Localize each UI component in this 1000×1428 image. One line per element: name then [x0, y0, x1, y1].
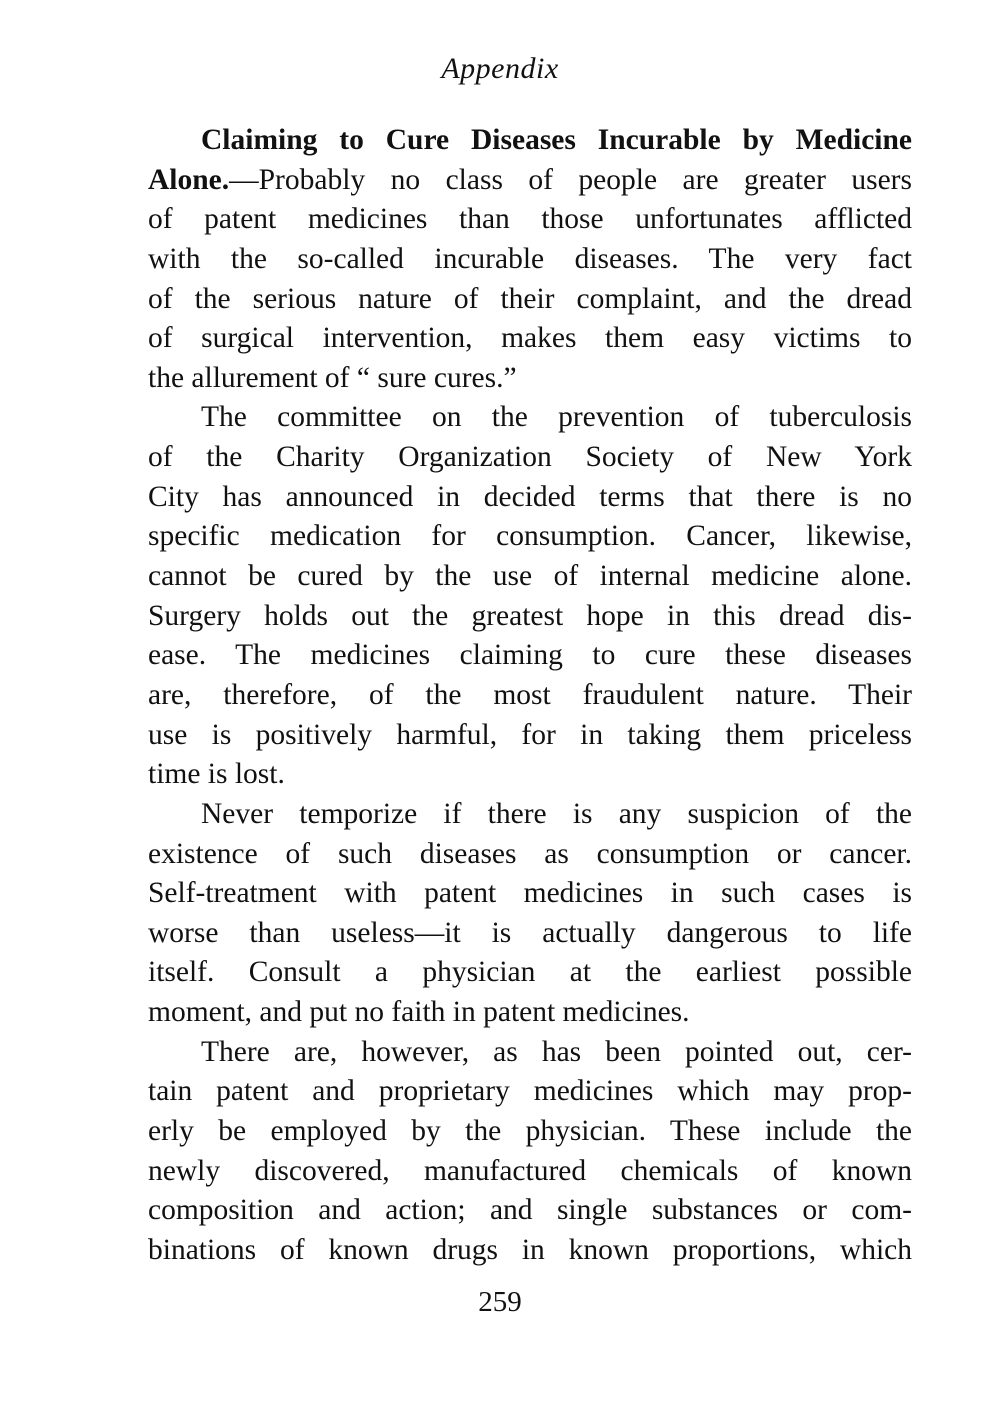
text-line: The committee on the prevention of tuberculosis [201, 401, 912, 434]
text-line: Never temporize if there is any suspicion of the [201, 797, 912, 830]
text-line: the allurement of “ sure cures.” [148, 361, 517, 394]
text-line: tain patent and proprietary medicines which may prop- [148, 1075, 912, 1108]
text-line: Surgery holds out the greatest hope in this dread dis- [148, 599, 912, 632]
text-line: binations of known drugs in known proportions, which [148, 1233, 912, 1266]
page-number: 259 [478, 1286, 522, 1318]
text-line: There are, however, as has been pointed out, cer- [201, 1035, 912, 1068]
text-line: specific medication for consumption. Cancer, likewise, [148, 520, 912, 553]
paragraph [148, 121, 912, 398]
text-line: newly discovered, manufactured chemicals of known [148, 1154, 912, 1187]
text-line: of the serious nature of their complaint, and the dread [148, 282, 912, 315]
paragraph [148, 795, 912, 1033]
text-line [148, 161, 912, 201]
text-line: of patent medicines than those unfortunates afflicted [148, 203, 912, 236]
paragraph [148, 1033, 912, 1271]
body-text [148, 121, 912, 1271]
text-line: City has announced in decided terms that there is no [148, 480, 912, 513]
section-heading-end: Alone. [148, 163, 230, 196]
text-line: with the so-called incurable diseases. The very fact [148, 242, 912, 275]
text-line: worse than useless—it is actually dangerous to life [148, 916, 912, 949]
text-line: are, therefore, of the most fraudulent nature. Their [148, 678, 912, 711]
text-line-rest: —Probably no class of people are greater users [229, 163, 912, 196]
text-line: cannot be cured by the use of internal medicine alone. [148, 560, 912, 593]
text-line: itself. Consult a physician at the earliest possible [148, 956, 912, 989]
text-line: composition and action; and single substances or com- [148, 1194, 912, 1227]
text-line: ease. The medicines claiming to cure these diseases [148, 639, 912, 672]
text-line: erly be employed by the physician. These include the [148, 1115, 912, 1148]
running-head: Appendix [441, 52, 559, 85]
text-line: moment, and put no faith in patent medicines. [148, 996, 690, 1029]
text-line: of surgical intervention, makes them easy victims to [148, 322, 912, 355]
text-line: Self-treatment with patent medicines in such cases is [148, 877, 912, 910]
text-line: time is lost. [148, 758, 285, 791]
text-line: use is positively harmful, for in taking them priceless [148, 718, 912, 751]
section-heading: Claiming to Cure Diseases Incurable by Medicine [201, 124, 912, 156]
paragraph [148, 398, 912, 794]
text-line: existence of such diseases as consumption or cancer. [148, 837, 912, 870]
text-line: of the Charity Organization Society of New York [148, 441, 912, 474]
